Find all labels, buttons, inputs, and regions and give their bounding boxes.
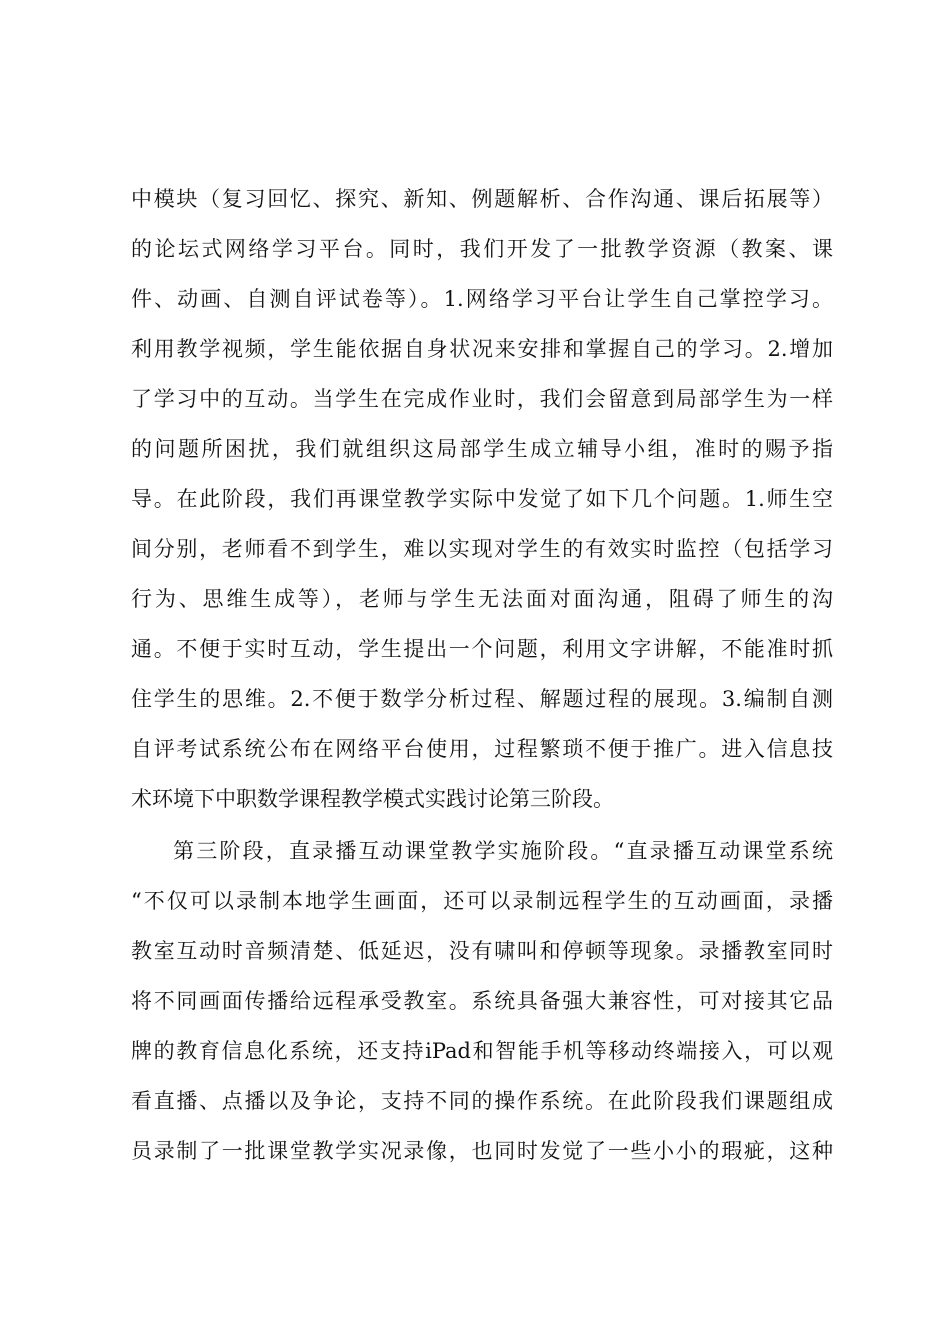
paragraph-2-line: 第三阶段，直录播互动课堂教学实施阶段。“直录播互动课堂系统 [173,839,833,863]
paragraph-1-line: 自评考试系统公布在网络平台使用，过程繁琐不便于推广。进入信息技 [131,737,833,761]
paragraph-1-line: 的论坛式网络学习平台。同时，我们开发了一批教学资源（教案、课 [131,237,833,261]
paragraph-1-line: 行为、思维生成等），老师与学生无法面对面沟通，阻碍了师生的沟 [131,587,833,611]
paragraph-2 [131,826,833,1176]
paragraph-1-line: 件、动画、自测自评试卷等）。1.网络学习平台让学生自己掌控学习。 [131,287,833,311]
paragraph-1-line: 导。在此阶段，我们再课堂教学实际中发觉了如下几个问题。1.师生空 [131,487,833,511]
paragraph-2-line: 员录制了一批课堂教学实况录像，也同时发觉了一些小小的瑕疵，这种 [131,1139,833,1163]
paragraph-2-line: 教室互动时音频清楚、低延迟，没有啸叫和停顿等现象。录播教室同时 [131,939,833,963]
paragraph-1-line: 中模块（复习回忆、探究、新知、例题解析、合作沟通、课后拓展等） [131,187,833,211]
paragraph-2-line: 将不同画面传播给远程承受教室。系统具备强大兼容性，可对接其它品 [131,989,833,1013]
paragraph-1-line: 住学生的思维。2.不便于数学分析过程、解题过程的展现。3.编制自测 [131,687,833,711]
paragraph-1-line: 的问题所困扰，我们就组织这局部学生成立辅导小组，准时的赐予指 [131,437,833,461]
paragraph-2-line: “不仅可以录制本地学生画面，还可以录制远程学生的互动画面，录播 [131,889,833,913]
paragraph-2-line: 看直播、点播以及争论，支持不同的操作系统。在此阶段我们课题组成 [131,1089,833,1113]
paragraph-1-line: 术环境下中职数学课程教学模式实践讨论第三阶段。 [131,787,614,811]
paragraph-1-line: 了学习中的互动。当学生在完成作业时，我们会留意到局部学生为一样 [131,387,833,411]
paragraph-1-line: 利用教学视频，学生能依据自身状况来安排和掌握自己的学习。2.增加 [131,337,833,361]
paragraph-1-line: 通。不便于实时互动，学生提出一个问题，利用文字讲解，不能准时抓 [131,637,833,661]
paragraph-1-line: 间分别，老师看不到学生，难以实现对学生的有效实时监控（包括学习 [131,537,833,561]
paragraph-2-line: 牌的教育信息化系统，还支持iPad和智能手机等移动终端接入，可以观 [131,1039,833,1063]
paragraph-1 [131,174,833,824]
